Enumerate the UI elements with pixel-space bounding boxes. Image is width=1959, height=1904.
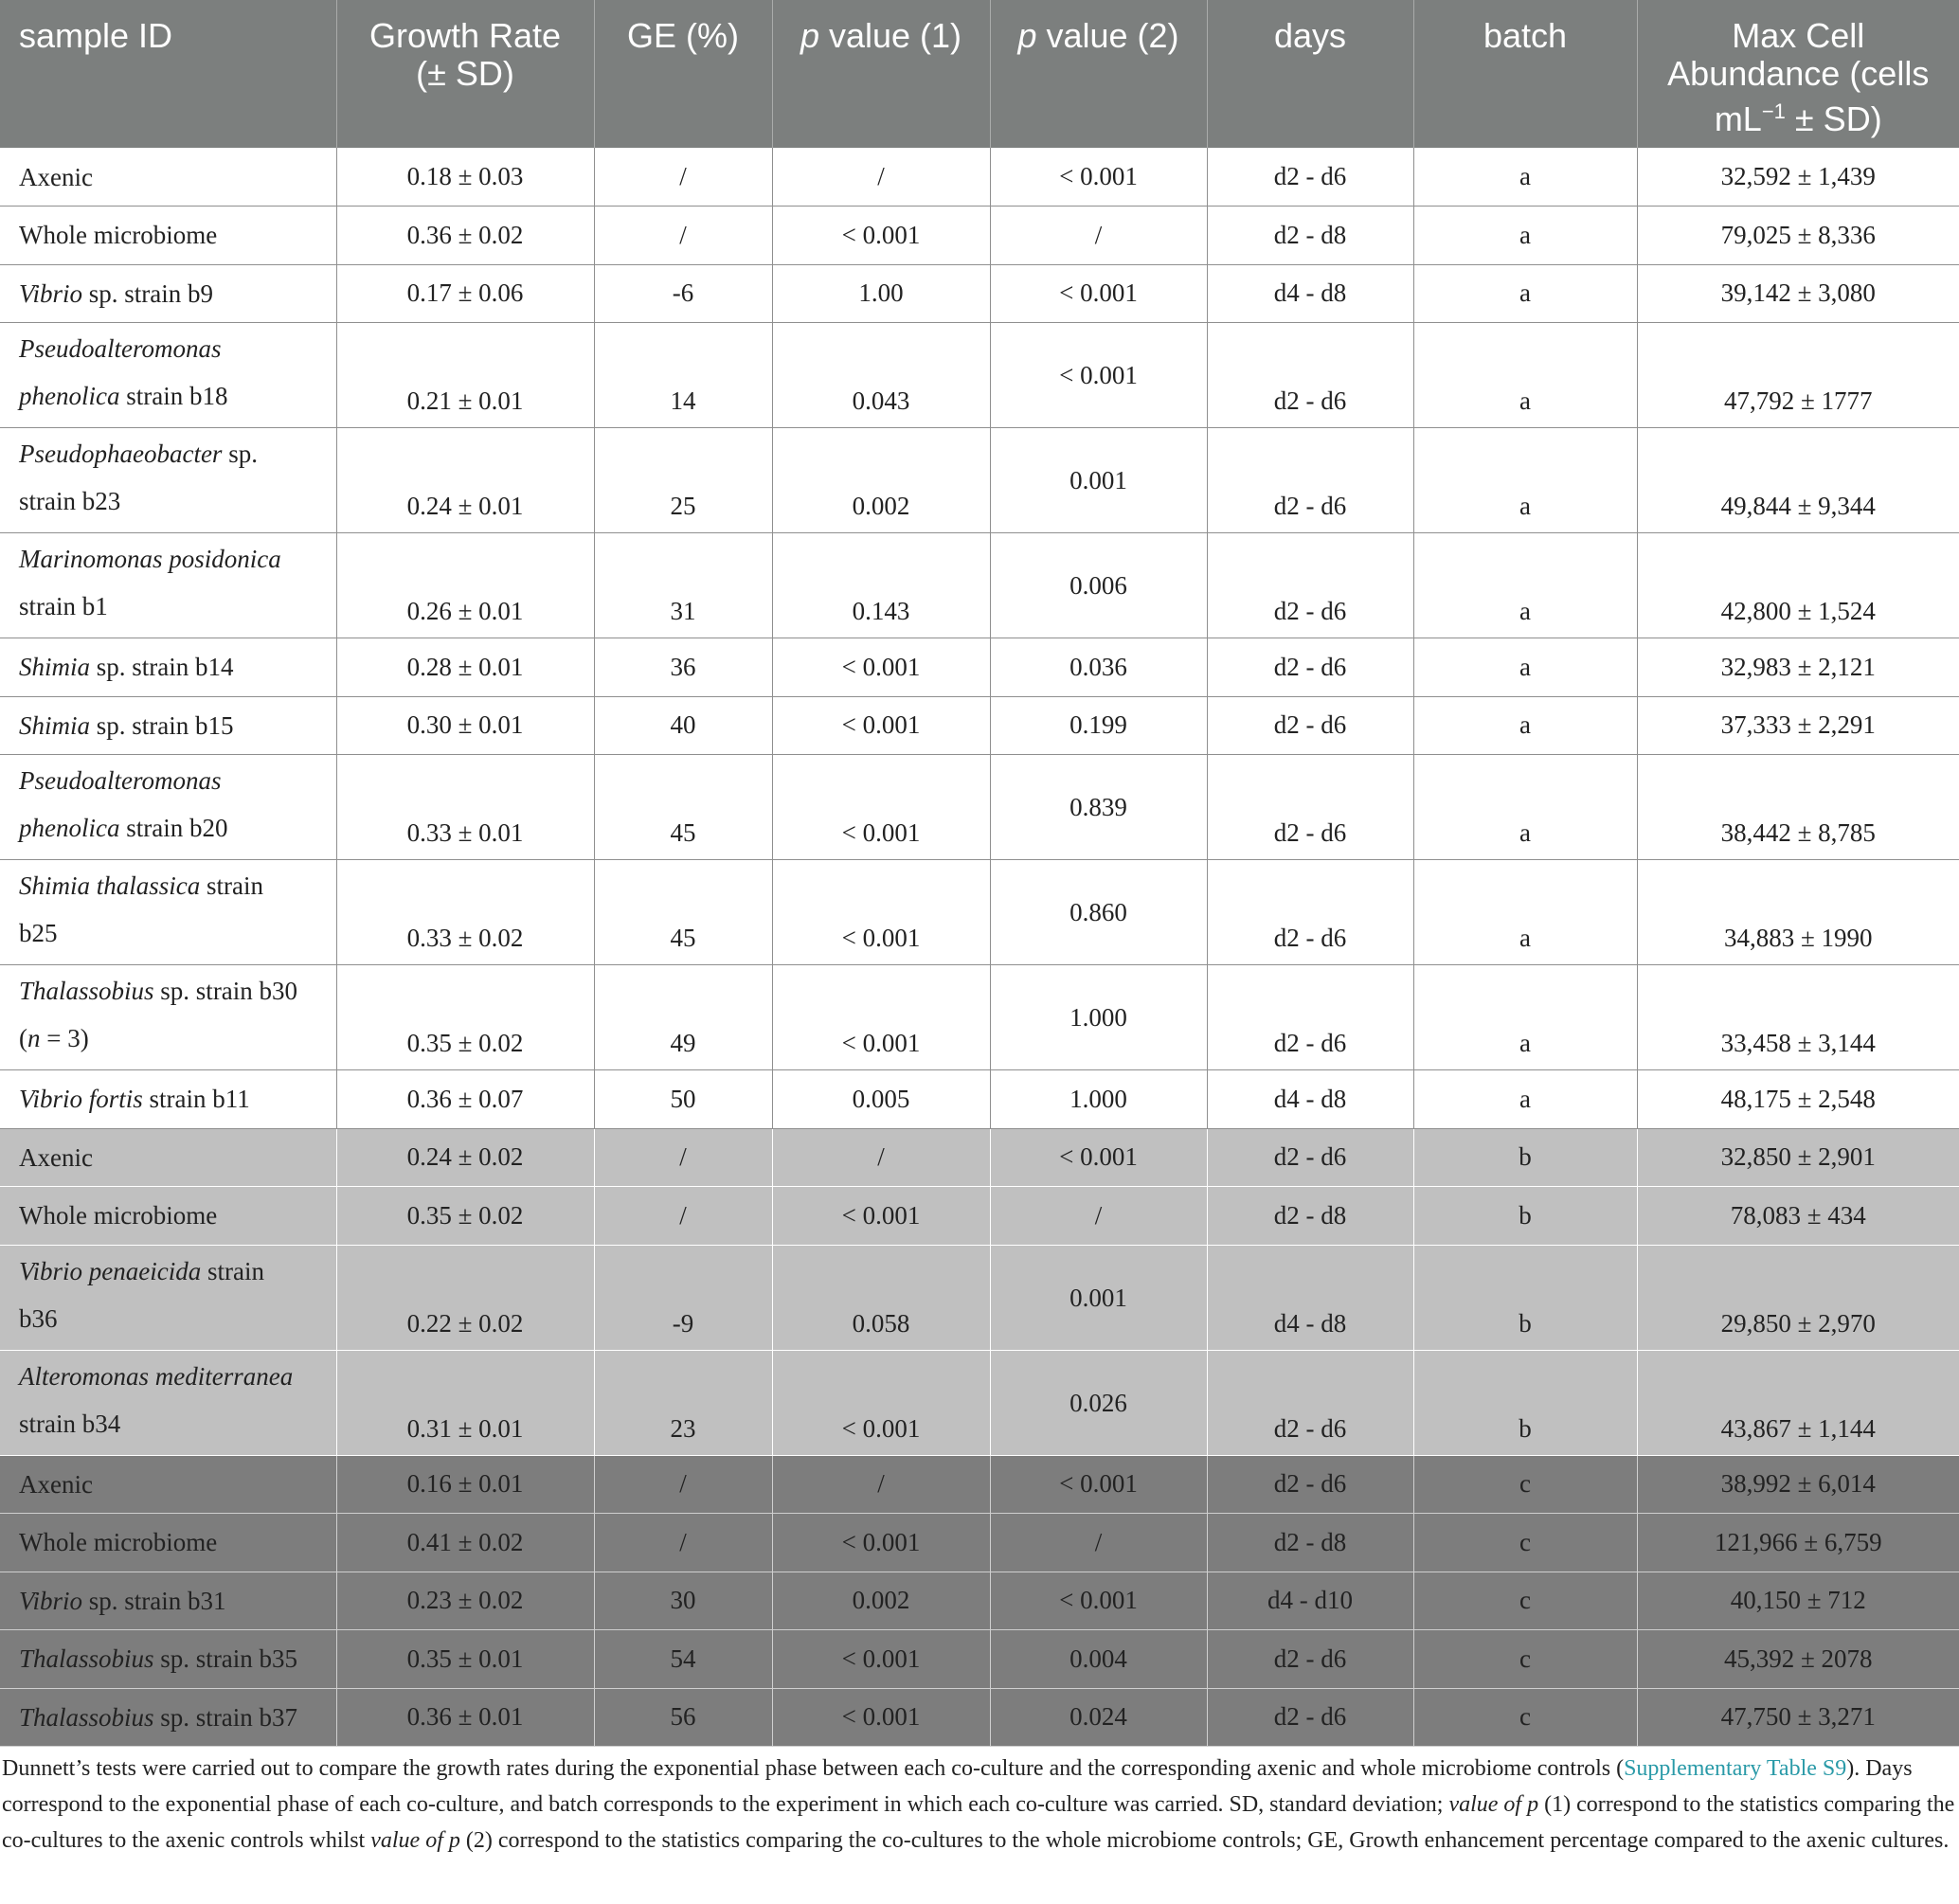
p-value-1-cell: < 0.001 (772, 1630, 990, 1689)
sample-id-line2-text: strain b23 (19, 487, 121, 515)
p-value-1-cell: 0.005 (772, 1070, 990, 1129)
p-value-1-cell: < 0.001 (772, 965, 990, 1070)
sample-id-text: sp. (222, 440, 258, 468)
ge-cell: / (594, 1455, 772, 1514)
p-value-1-cell: < 0.001 (772, 1350, 990, 1455)
batch-cell: a (1413, 264, 1637, 323)
growth-rate-cell: 0.31 ± 0.01 (336, 1350, 594, 1455)
batch-cell: c (1413, 1455, 1637, 1514)
sample-id-italic: Vibrio (19, 1586, 82, 1615)
ge-cell: 50 (594, 1070, 772, 1129)
growth-rate-cell: 0.41 ± 0.02 (336, 1514, 594, 1572)
days-cell: d2 - d6 (1207, 1455, 1413, 1514)
header-max-line1: Max Cell (1732, 16, 1865, 55)
days-cell: d2 - d6 (1207, 638, 1413, 697)
header-max-unit-sup: −1 (1761, 99, 1786, 123)
days-cell: d2 - d8 (1207, 1514, 1413, 1572)
footnote-italic-2: value of p (370, 1828, 460, 1853)
table-row (0, 264, 1959, 323)
sample-id-cell (0, 1572, 336, 1630)
p-value-1-cell: / (772, 1455, 990, 1514)
max-cell-abundance-cell: 39,142 ± 3,080 (1637, 264, 1959, 323)
growth-rate-cell: 0.24 ± 0.01 (336, 428, 594, 533)
table-row (0, 1455, 1959, 1514)
days-cell: d2 - d6 (1207, 860, 1413, 965)
sample-id-text: Axenic (19, 162, 93, 191)
sample-id-line2-text: strain b20 (119, 814, 228, 842)
table-row (0, 755, 1959, 860)
days-cell: d2 - d6 (1207, 1350, 1413, 1455)
p-value-1-cell: < 0.001 (772, 755, 990, 860)
sample-id-italic: Marinomonas posidonica (19, 545, 281, 573)
header-p-value-1 (772, 0, 990, 148)
max-cell-abundance-cell: 37,333 ± 2,291 (1637, 696, 1959, 755)
p-value-1-cell: 0.002 (772, 1572, 990, 1630)
sample-id-italic: Thalassobius (19, 1644, 154, 1674)
sample-id-text: Whole microbiome (19, 1201, 218, 1230)
table-body (0, 148, 1959, 1747)
days-cell: d2 - d6 (1207, 323, 1413, 428)
header-sample-id (0, 0, 336, 148)
sample-id-cell (0, 148, 336, 207)
days-cell: d2 - d6 (1207, 533, 1413, 638)
p-value-2-cell: 0.006 (990, 533, 1207, 638)
growth-rate-cell: 0.35 ± 0.01 (336, 1630, 594, 1689)
p-value-2-cell: 1.000 (990, 1070, 1207, 1129)
growth-rate-cell: 0.21 ± 0.01 (336, 323, 594, 428)
max-cell-abundance-cell: 45,392 ± 2078 (1637, 1630, 1959, 1689)
p-value-1-cell: < 0.001 (772, 1514, 990, 1572)
growth-rate-cell: 0.18 ± 0.03 (336, 148, 594, 207)
max-cell-abundance-cell: 34,883 ± 1990 (1637, 860, 1959, 965)
days-cell: d2 - d6 (1207, 1688, 1413, 1747)
table-row (0, 533, 1959, 638)
ge-cell: / (594, 1187, 772, 1246)
sample-id-italic: Shimia thalassica (19, 871, 201, 900)
batch-cell: c (1413, 1572, 1637, 1630)
ge-cell: 54 (594, 1630, 772, 1689)
sample-id-cell (0, 1455, 336, 1514)
ge-cell: 56 (594, 1688, 772, 1747)
batch-cell: b (1413, 1350, 1637, 1455)
growth-rate-cell: 0.17 ± 0.06 (336, 264, 594, 323)
days-cell: d4 - d8 (1207, 1245, 1413, 1350)
sample-id-cell (0, 323, 336, 428)
batch-cell: a (1413, 148, 1637, 207)
sample-id-cell (0, 755, 336, 860)
max-cell-abundance-cell: 42,800 ± 1,524 (1637, 533, 1959, 638)
sample-id-cell (0, 1187, 336, 1246)
max-cell-abundance-cell: 29,850 ± 2,970 (1637, 1245, 1959, 1350)
sample-id-italic: Vibrio fortis (19, 1085, 143, 1114)
sample-id-text: sp. strain b35 (153, 1644, 298, 1674)
growth-rate-cell: 0.36 ± 0.02 (336, 207, 594, 265)
header-growth-rate-line2: (± SD) (416, 54, 514, 93)
days-cell: d2 - d6 (1207, 428, 1413, 533)
days-cell: d2 - d6 (1207, 696, 1413, 755)
sample-id-line2-prefix: ( (19, 1024, 27, 1052)
ge-cell: / (594, 207, 772, 265)
supplementary-table-link[interactable]: Supplementary Table S9 (1624, 1756, 1847, 1781)
header-max-sd: ± SD) (1785, 99, 1882, 138)
table-footnote (0, 1751, 1959, 1859)
p-value-2-cell: 0.860 (990, 860, 1207, 965)
p-value-1-cell: < 0.001 (772, 1688, 990, 1747)
header-max-line2: Abundance (cells (1667, 54, 1930, 93)
p-value-2-cell: 0.026 (990, 1350, 1207, 1455)
growth-rate-cell: 0.24 ± 0.02 (336, 1128, 594, 1187)
max-cell-abundance-cell: 47,750 ± 3,271 (1637, 1688, 1959, 1747)
p-value-2-cell: 0.199 (990, 696, 1207, 755)
growth-rate-cell: 0.36 ± 0.07 (336, 1070, 594, 1129)
p-value-2-cell: 0.839 (990, 755, 1207, 860)
ge-cell: 14 (594, 323, 772, 428)
p-value-1-cell: 0.002 (772, 428, 990, 533)
sample-id-line2-text: = 3) (40, 1024, 89, 1052)
header-ge (594, 0, 772, 148)
sample-id-text: sp. strain b15 (90, 710, 234, 740)
max-cell-abundance-cell: 33,458 ± 3,144 (1637, 965, 1959, 1070)
sample-id-cell (0, 1514, 336, 1572)
sample-id-cell (0, 1688, 336, 1747)
days-cell: d2 - d8 (1207, 1187, 1413, 1246)
p-value-2-cell: 0.024 (990, 1688, 1207, 1747)
max-cell-abundance-cell: 32,850 ± 2,901 (1637, 1128, 1959, 1187)
p-value-2-cell: / (990, 1514, 1207, 1572)
ge-cell: 36 (594, 638, 772, 697)
footnote-italic-1: value of p (1448, 1792, 1539, 1817)
sample-id-italic: Shimia (19, 710, 91, 740)
sample-id-line2-text: strain b34 (19, 1409, 121, 1438)
sample-id-text: Whole microbiome (19, 1528, 218, 1557)
p-value-1-cell: 0.143 (772, 533, 990, 638)
p-value-1-cell: < 0.001 (772, 696, 990, 755)
batch-cell: a (1413, 860, 1637, 965)
batch-cell: c (1413, 1514, 1637, 1572)
sample-id-line2-text: b25 (19, 919, 58, 947)
sample-id-cell (0, 428, 336, 533)
header-growth-rate (336, 0, 594, 148)
header-max-unit: mL (1714, 99, 1762, 138)
growth-rate-cell: 0.35 ± 0.02 (336, 1187, 594, 1246)
ge-cell: -9 (594, 1245, 772, 1350)
ge-cell: 25 (594, 428, 772, 533)
p-value-2-cell: < 0.001 (990, 148, 1207, 207)
sample-id-line2-italic: phenolica (19, 382, 120, 410)
header-growth-rate-line1: Growth Rate (368, 16, 562, 55)
sample-id-line2-text: strain b18 (119, 382, 228, 410)
ge-cell: 45 (594, 755, 772, 860)
sample-id-text: strain b11 (142, 1085, 250, 1114)
max-cell-abundance-cell: 40,150 ± 712 (1637, 1572, 1959, 1630)
table-row (0, 323, 1959, 428)
sample-id-text: sp. strain b37 (153, 1702, 298, 1732)
batch-cell: a (1413, 207, 1637, 265)
max-cell-abundance-cell: 79,025 ± 8,336 (1637, 207, 1959, 265)
header-max-cell-abundance (1637, 0, 1959, 148)
sample-id-cell (0, 264, 336, 323)
p-value-1-cell: < 0.001 (772, 1187, 990, 1246)
ge-cell: 23 (594, 1350, 772, 1455)
sample-id-text: sp. strain b30 (153, 977, 298, 1005)
max-cell-abundance-cell: 47,792 ± 1777 (1637, 323, 1959, 428)
days-cell: d4 - d8 (1207, 264, 1413, 323)
sample-id-italic: Alteromonas mediterranea (19, 1361, 294, 1391)
ge-cell: -6 (594, 264, 772, 323)
p-value-1-cell: < 0.001 (772, 207, 990, 265)
footnote-text-1: Dunnett’s tests were carried out to compare the growth rates during the exponential phase between each co-culture and the corresponding axenic and whole microbiome controls ( (2, 1756, 1625, 1781)
sample-id-cell (0, 1350, 336, 1455)
table-header-row (0, 0, 1959, 148)
sample-id-italic: Pseudoalteromonas (19, 334, 222, 363)
table-row (0, 1630, 1959, 1689)
table-row (0, 965, 1959, 1070)
p-value-1-cell: 0.058 (772, 1245, 990, 1350)
header-p-value-2 (990, 0, 1207, 148)
table-row (0, 638, 1959, 697)
max-cell-abundance-cell: 49,844 ± 9,344 (1637, 428, 1959, 533)
batch-cell: a (1413, 428, 1637, 533)
footnote-text-4: (2) correspond to the statistics comparing the co-cultures to the whole microbiome controls; GE, Growth enhancement percentage compared to the axenic cultures. (459, 1828, 1950, 1853)
sample-id-italic: Pseudophaeobacter (19, 440, 223, 468)
table-row (0, 1688, 1959, 1747)
p-value-2-cell: < 0.001 (990, 1128, 1207, 1187)
sample-id-text: sp. strain b14 (90, 653, 234, 682)
table-row (0, 1245, 1959, 1350)
sample-id-italic: Thalassobius (19, 1702, 154, 1732)
header-sample-id-text: sample ID (19, 16, 173, 55)
table-row (0, 1572, 1959, 1630)
p-value-2-cell: 0.001 (990, 428, 1207, 533)
max-cell-abundance-cell: 78,083 ± 434 (1637, 1187, 1959, 1246)
sample-id-cell (0, 696, 336, 755)
days-cell: d2 - d6 (1207, 965, 1413, 1070)
p-value-2-cell: < 0.001 (990, 264, 1207, 323)
header-p1-rest: value (1) (818, 16, 962, 55)
sample-id-line2-text: b36 (19, 1303, 58, 1333)
sample-id-cell (0, 860, 336, 965)
days-cell: d2 - d6 (1207, 148, 1413, 207)
days-cell: d2 - d6 (1207, 1128, 1413, 1187)
p-value-2-cell: < 0.001 (990, 1455, 1207, 1514)
days-cell: d4 - d10 (1207, 1572, 1413, 1630)
batch-cell: c (1413, 1630, 1637, 1689)
max-cell-abundance-cell: 43,867 ± 1,144 (1637, 1350, 1959, 1455)
table-row (0, 1350, 1959, 1455)
p-value-1-cell: < 0.001 (772, 860, 990, 965)
batch-cell: b (1413, 1128, 1637, 1187)
table-row (0, 1187, 1959, 1246)
footnote-text-2: ). Days correspond to the exponential phase of each co-culture, and batch corresponds to the experiment in which each co-culture was carried. SD, standard deviation; (2, 1756, 1913, 1817)
days-cell: d2 - d8 (1207, 207, 1413, 265)
days-cell: d2 - d6 (1207, 1630, 1413, 1689)
p-value-2-cell: 0.004 (990, 1630, 1207, 1689)
batch-cell: a (1413, 696, 1637, 755)
max-cell-abundance-cell: 38,442 ± 8,785 (1637, 755, 1959, 860)
growth-rate-cell: 0.23 ± 0.02 (336, 1572, 594, 1630)
growth-rate-cell: 0.22 ± 0.02 (336, 1245, 594, 1350)
batch-cell: a (1413, 1070, 1637, 1129)
sample-id-text: strain (201, 1256, 264, 1285)
header-days (1207, 0, 1413, 148)
growth-rate-cell: 0.33 ± 0.02 (336, 860, 594, 965)
p-value-2-cell: / (990, 1187, 1207, 1246)
header-days-text: days (1273, 16, 1347, 55)
batch-cell: a (1413, 755, 1637, 860)
max-cell-abundance-cell: 38,992 ± 6,014 (1637, 1455, 1959, 1514)
sample-id-text: Axenic (19, 1142, 93, 1172)
ge-cell: 40 (594, 696, 772, 755)
growth-rate-cell: 0.30 ± 0.01 (336, 696, 594, 755)
p-value-1-cell: / (772, 148, 990, 207)
max-cell-abundance-cell: 32,983 ± 2,121 (1637, 638, 1959, 697)
header-batch (1413, 0, 1637, 148)
p-value-2-cell: 0.001 (990, 1245, 1207, 1350)
ge-cell: / (594, 148, 772, 207)
ge-cell: 31 (594, 533, 772, 638)
sample-id-italic: Shimia (19, 653, 91, 682)
batch-cell: b (1413, 1245, 1637, 1350)
growth-rate-cell: 0.28 ± 0.01 (336, 638, 594, 697)
max-cell-abundance-cell: 48,175 ± 2,548 (1637, 1070, 1959, 1129)
p-value-2-cell: < 0.001 (990, 1572, 1207, 1630)
sample-id-cell (0, 1630, 336, 1689)
sample-id-text: Whole microbiome (19, 221, 218, 250)
max-cell-abundance-cell: 32,592 ± 1,439 (1637, 148, 1959, 207)
p-value-1-cell: 1.00 (772, 264, 990, 323)
sample-id-line2-italic: n (27, 1024, 41, 1052)
p-value-1-cell: < 0.001 (772, 638, 990, 697)
sample-id-text: strain (200, 871, 264, 900)
growth-rate-cell: 0.33 ± 0.01 (336, 755, 594, 860)
sample-id-cell (0, 1245, 336, 1350)
growth-rate-cell: 0.16 ± 0.01 (336, 1455, 594, 1514)
p-value-2-cell: / (990, 207, 1207, 265)
batch-cell: c (1413, 1688, 1637, 1747)
batch-cell: a (1413, 638, 1637, 697)
sample-id-italic: Pseudoalteromonas (19, 766, 222, 795)
ge-cell: 45 (594, 860, 772, 965)
sample-id-cell (0, 965, 336, 1070)
sample-id-cell (0, 533, 336, 638)
ge-cell: / (594, 1128, 772, 1187)
growth-rate-cell: 0.36 ± 0.01 (336, 1688, 594, 1747)
batch-cell: a (1413, 323, 1637, 428)
table-row (0, 1070, 1959, 1129)
footnote-text-3: (1) correspond to the statistics comparing the co-cultures to the axenic controls whilst (2, 1792, 1955, 1853)
table-row (0, 696, 1959, 755)
ge-cell: 49 (594, 965, 772, 1070)
max-cell-abundance-cell: 121,966 ± 6,759 (1637, 1514, 1959, 1572)
sample-id-italic: Vibrio (19, 278, 82, 308)
ge-cell: 30 (594, 1572, 772, 1630)
table-row (0, 148, 1959, 207)
batch-cell: b (1413, 1187, 1637, 1246)
sample-id-italic: Vibrio penaeicida (19, 1256, 202, 1285)
ge-cell: / (594, 1514, 772, 1572)
growth-rate-cell: 0.26 ± 0.01 (336, 533, 594, 638)
sample-id-text: sp. strain b9 (82, 278, 213, 308)
table-row (0, 1128, 1959, 1187)
table-row (0, 1514, 1959, 1572)
header-max-line3 (1647, 93, 1950, 138)
days-cell: d2 - d6 (1207, 755, 1413, 860)
header-p2-italic: p (1017, 16, 1037, 55)
p-value-2-cell: < 0.001 (990, 323, 1207, 428)
sample-id-italic: Thalassobius (19, 977, 154, 1005)
p-value-1-cell: / (772, 1128, 990, 1187)
sample-id-text: Axenic (19, 1469, 93, 1499)
sample-id-line2-text: strain b1 (19, 592, 108, 620)
p-value-1-cell: 0.043 (772, 323, 990, 428)
header-p1-italic: p (800, 16, 819, 55)
growth-rate-cell: 0.35 ± 0.02 (336, 965, 594, 1070)
table-row (0, 860, 1959, 965)
header-p2-rest: value (2) (1036, 16, 1179, 55)
header-ge-text: GE (%) (626, 16, 739, 55)
sample-id-cell (0, 638, 336, 697)
batch-cell: a (1413, 533, 1637, 638)
batch-cell: a (1413, 965, 1637, 1070)
p-value-2-cell: 0.036 (990, 638, 1207, 697)
table-row (0, 428, 1959, 533)
sample-id-cell (0, 1070, 336, 1129)
table-row (0, 207, 1959, 265)
p-value-2-cell: 1.000 (990, 965, 1207, 1070)
sample-id-text: sp. strain b31 (82, 1586, 226, 1615)
sample-id-line2-italic: phenolica (19, 814, 120, 842)
days-cell: d4 - d8 (1207, 1070, 1413, 1129)
sample-id-cell (0, 1128, 336, 1187)
header-batch-text: batch (1483, 16, 1568, 55)
sample-id-cell (0, 207, 336, 265)
